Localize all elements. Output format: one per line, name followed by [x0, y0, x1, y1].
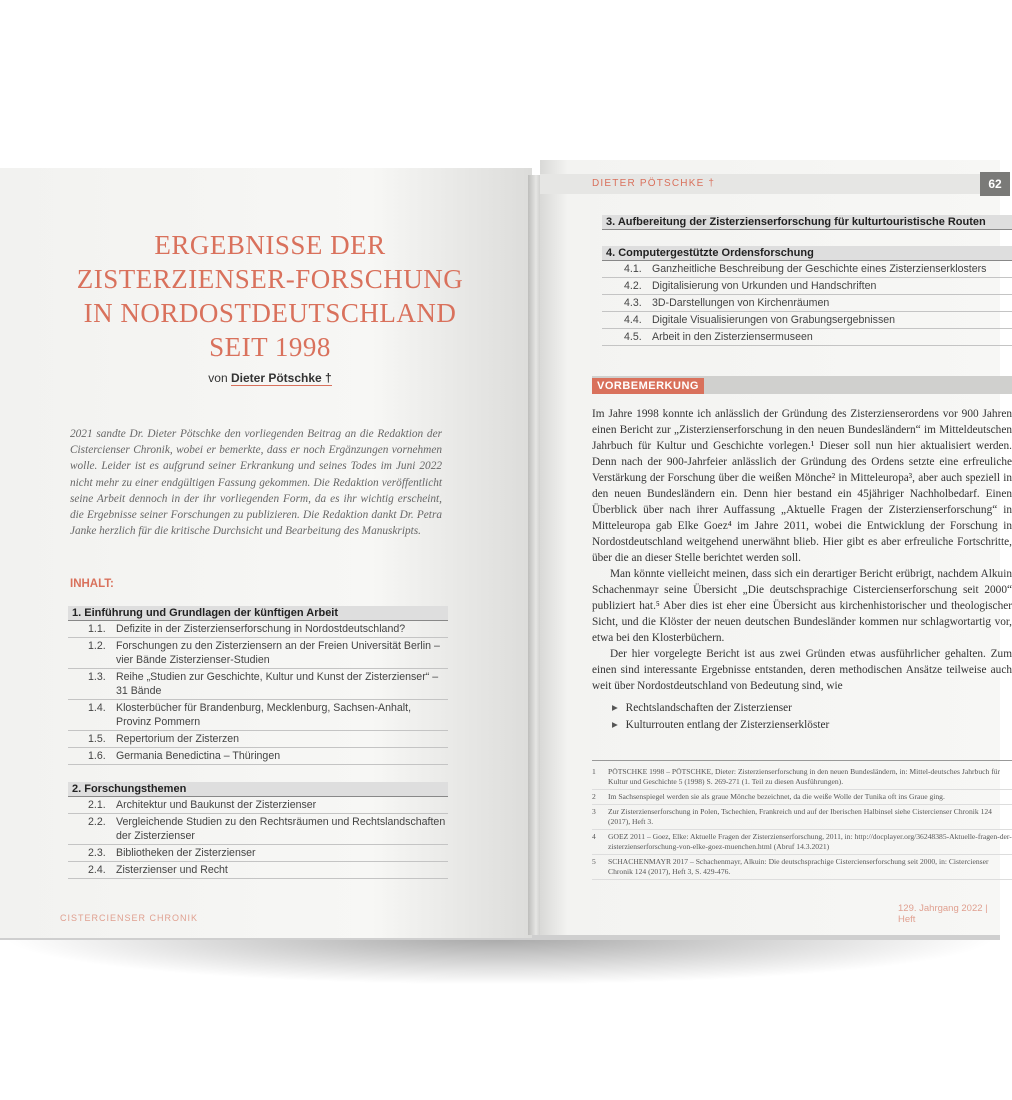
toc-item-number: 2.4.: [88, 864, 106, 876]
toc-section-4: [602, 246, 1012, 346]
toc-item: [68, 862, 448, 879]
footnote: [592, 765, 1012, 790]
toc-item: [68, 814, 448, 845]
toc-item: [68, 797, 448, 814]
toc-item-text: Architektur und Baukunst der Zisterzienser: [116, 799, 317, 811]
toc-item-number: 1.1.: [88, 623, 106, 635]
toc-item-number: 4.5.: [624, 331, 642, 343]
paragraph: Der hier vorgelegte Bericht ist aus zwei Gründen etwas ausführlicher gehalten. Zum einen sind interessante Ergebnisse entstanden, deren methodischen Ansätze teilweise auch weit über Nordostdeutschland von Bedeutung sind, wie: [592, 648, 1012, 692]
toc-item-number: 1.5.: [88, 733, 106, 745]
toc-item-number: 4.3.: [624, 297, 642, 309]
toc-item-number: 4.1.: [624, 263, 642, 275]
toc-item: [602, 312, 1012, 329]
toc-section-title: 4. Computergestützte Ordensforschung: [602, 246, 1012, 261]
toc-item: [602, 261, 1012, 278]
footnote-text: SCHACHENMAYR 2017 – Schachenmayr, Alkuin: Die deutschsprachige Cistercienserforschung seit 2000, in: Cistercienser Chronik 124 (2017), Heft 3, S. 429-476.: [608, 857, 989, 876]
table-of-contents-section-1: [68, 606, 448, 765]
toc-item: [68, 621, 448, 638]
toc-item-text: Vergleichende Studien zu den Rechtsräumen und Rechtslandschaften der Zisterzienser: [116, 816, 446, 842]
byline-prefix: von: [208, 371, 228, 385]
toc-item-number: 2.2.: [88, 816, 106, 828]
journal-footer: CISTERCIENSER CHRONIK: [60, 913, 199, 923]
footnote-number: 1: [592, 767, 596, 776]
toc-item-number: 4.4.: [624, 314, 642, 326]
toc-section-title: 3. Aufbereitung der Zisterzienserforschung für kulturtouristische Routen: [602, 215, 1012, 230]
toc-item: [68, 845, 448, 862]
toc-item-number: 1.3.: [88, 671, 106, 683]
body-text: [592, 406, 1012, 694]
title-line: ERGEBNISSE DER: [154, 230, 386, 260]
toc-item-number: 4.2.: [624, 280, 642, 292]
toc-item-number: 1.6.: [88, 750, 106, 762]
toc-item-text: Forschungen zu den Zisterziensern an der Freien Universität Berlin – vier Bände Zisterzienser-Studien: [116, 640, 440, 666]
toc-item-text: Ganzheitliche Beschreibung der Geschichte eines Zisterzienserklosters: [652, 263, 987, 275]
toc-item-number: 1.2.: [88, 640, 106, 652]
footnote-number: 3: [592, 807, 596, 816]
toc-item-text: Reihe „Studien zur Geschichte, Kultur und Kunst der Zisterzienser“ – 31 Bände: [116, 671, 439, 697]
table-of-contents-section-2: [68, 782, 448, 879]
toc-item: [68, 748, 448, 765]
paragraph: Man könnte vielleicht meinen, dass sich ein derartiger Bericht erübrigt, nachdem Alkuin Schachenmayr seine Übersicht „Die deutschsprachige Cistercienserforschung seit 2000“ publiziert hat.⁵ Aber dies ist eher eine Übersicht aus kirchenhistorischer und theologischer Sicht, und die Klöster der neuen deutschen Bundesländer kommen nur schlagwortartig vor, etwa bei den Klosterbüchern.: [592, 568, 1012, 644]
footnote-number: 4: [592, 832, 596, 841]
toc-item: [68, 700, 448, 731]
footnote-text: Zur Zisterzienserforschung in Polen, Tschechien, Frankreich und auf der Iberischen Halbinsel siehe Cistercienser Chronik 124 (2017), Heft 3.: [608, 807, 992, 826]
toc-item: [68, 669, 448, 700]
section-heading: VORBEMERKUNG: [592, 378, 704, 394]
footnotes: [592, 765, 1012, 880]
footnote-number: 2: [592, 792, 596, 801]
footnote: [592, 855, 1012, 880]
toc-item-text: 3D-Darstellungen von Kirchenräumen: [652, 297, 830, 309]
toc-item-text: Bibliotheken der Zisterzienser: [116, 847, 256, 859]
footnote-text: PÖTSCHKE 1998 – PÖTSCHKE, Dieter: Zisterzienserforschung in den neuen Bundesländern, in: Mittel-deutsches Jahrbuch für Kultur und Geschichte 5 (1998) S. 269-271 (1. Teil zu diesen Ausführungen).: [608, 767, 1001, 786]
toc-item-number: 1.4.: [88, 702, 106, 714]
bullet-list: [612, 700, 829, 734]
left-page: [0, 168, 532, 938]
toc-item-number: 2.1.: [88, 799, 106, 811]
title-line: SEIT 1998: [209, 332, 331, 362]
toc-item-text: Digitale Visualisierungen von Grabungsergebnissen: [652, 314, 896, 326]
contents-heading: INHALT:: [70, 578, 114, 590]
title-line: IN NORDOSTDEUTSCHLAND: [83, 298, 457, 328]
footnote: [592, 805, 1012, 830]
byline-author: Dieter Pötschke †: [230, 371, 332, 385]
toc-item-text: Germania Benedictina – Thüringen: [116, 750, 281, 762]
page-number: 62: [980, 172, 1010, 196]
issue-footer: 129. Jahrgang 2022 | Heft: [898, 903, 988, 925]
toc-item-text: Zisterzienser und Recht: [116, 864, 228, 876]
toc-item: [68, 731, 448, 748]
toc-item: [68, 638, 448, 669]
toc-item-text: Klosterbücher für Brandenburg, Mecklenburg, Sachsen-Anhalt, Provinz Pommern: [116, 702, 412, 728]
toc-item-text: Digitalisierung von Urkunden und Handschriften: [652, 280, 877, 292]
toc-section-title: 2. Forschungsthemen: [68, 782, 448, 797]
toc-item-text: Repertorium der Zisterzen: [116, 733, 240, 745]
footnote-text: Im Sachsenspiegel werden sie als graue Mönche bezeichnet, da die weiße Wolle der Tunika oft ins Graue ging.: [608, 792, 945, 801]
toc-item: [602, 329, 1012, 346]
editorial-intro: 2021 sandte Dr. Dieter Pötschke den vorliegenden Beitrag an die Redaktion der Cistercienser Chronik, wobei er bemerkte, dass er noch Ergänzungen vornehmen wolle. Leider ist es aufgrund seiner Erkrankung und seines Todes im Juni 2022 nicht mehr zu einer endgültigen Fassung gekommen. Die Redaktion veröffentlicht seine Arbeit dennoch in der ihr vorliegenden Form, da es ihr wichtig erscheint, die Ergebnisse seiner Forschungen zu publizieren. Die Redaktion dankt Dr. Petra Janke herzlich für die kritische Durchsicht und Bearbeitung des Manuskripts.: [70, 428, 442, 538]
bullet-item: ▸ Kulturrouten entlang der Zisterzienserklöster: [612, 717, 829, 734]
toc-item-number: 2.3.: [88, 847, 106, 859]
running-header-author: DIETER PÖTSCHKE †: [592, 178, 716, 189]
paragraph: Im Jahre 1998 konnte ich anlässlich der Gründung des Zisterzienserordens vor 900 Jahren einen Bericht zur „Zisterzienserforschung in den neuen Bundesländern“ im Mitteldeutschen Jahrbuch für Kultur und Geschichte vorlegen.¹ Dieser soll nun hier aktualisiert werden. Denn nach der 900-Jahrfeier anlässlich der Gründung des Ordens setzte eine erfreuliche Verstärkung der Forschung über die weißen Mönche² in Mitteleuropa³, aber auch speziell in den neuen Bundesländern ein. Denn hier bestand ein 45jähriger Nachholbedarf. Einen Überblick über nach ihrer Auffassung „Aktuelle Fragen der Zisterzienserforschung“ in Mitteleuropa gab Elke Goez⁴ im Jahre 2011, wobei die Entwicklung der Forschung in Nordostdeutschland weitgehend unerwähnt blieb. Hier gibt es aber erfreuliche Fortschritte, über die an dieser Stelle berichtet werden soll.: [592, 408, 1012, 564]
toc-item: [602, 295, 1012, 312]
toc-item: [602, 278, 1012, 295]
byline: [70, 371, 470, 385]
toc-item-text: Arbeit in den Zisterziensermuseen: [652, 331, 813, 343]
bullet-item: ▸ Rechtslandschaften der Zisterzienser: [612, 700, 829, 717]
title-line: ZISTERZIENSER-FORSCHUNG: [76, 264, 464, 294]
toc-section-3: [602, 215, 1012, 230]
toc-item-text: Defizite in der Zisterzienserforschung in Nordostdeutschland?: [116, 623, 406, 635]
footnote: [592, 830, 1012, 855]
footnote-divider: [592, 760, 1012, 761]
footnote-text: GOEZ 2011 – Goez, Elke: Aktuelle Fragen der Zisterzienserforschung, 2011, in: http://docplayer.org/36248385-Aktuelle-fragen-der-zisterzienserforschung-von-elke-goez-muenchen.html (Abruf 14.3.2021): [608, 832, 1012, 851]
article-title: [70, 228, 470, 364]
footnote-number: 5: [592, 857, 596, 866]
toc-section-title: 1. Einführung und Grundlagen der künftigen Arbeit: [68, 606, 448, 621]
right-page: [540, 160, 1012, 935]
section-heading-bar: [592, 376, 1012, 394]
footnote: [592, 790, 1012, 805]
